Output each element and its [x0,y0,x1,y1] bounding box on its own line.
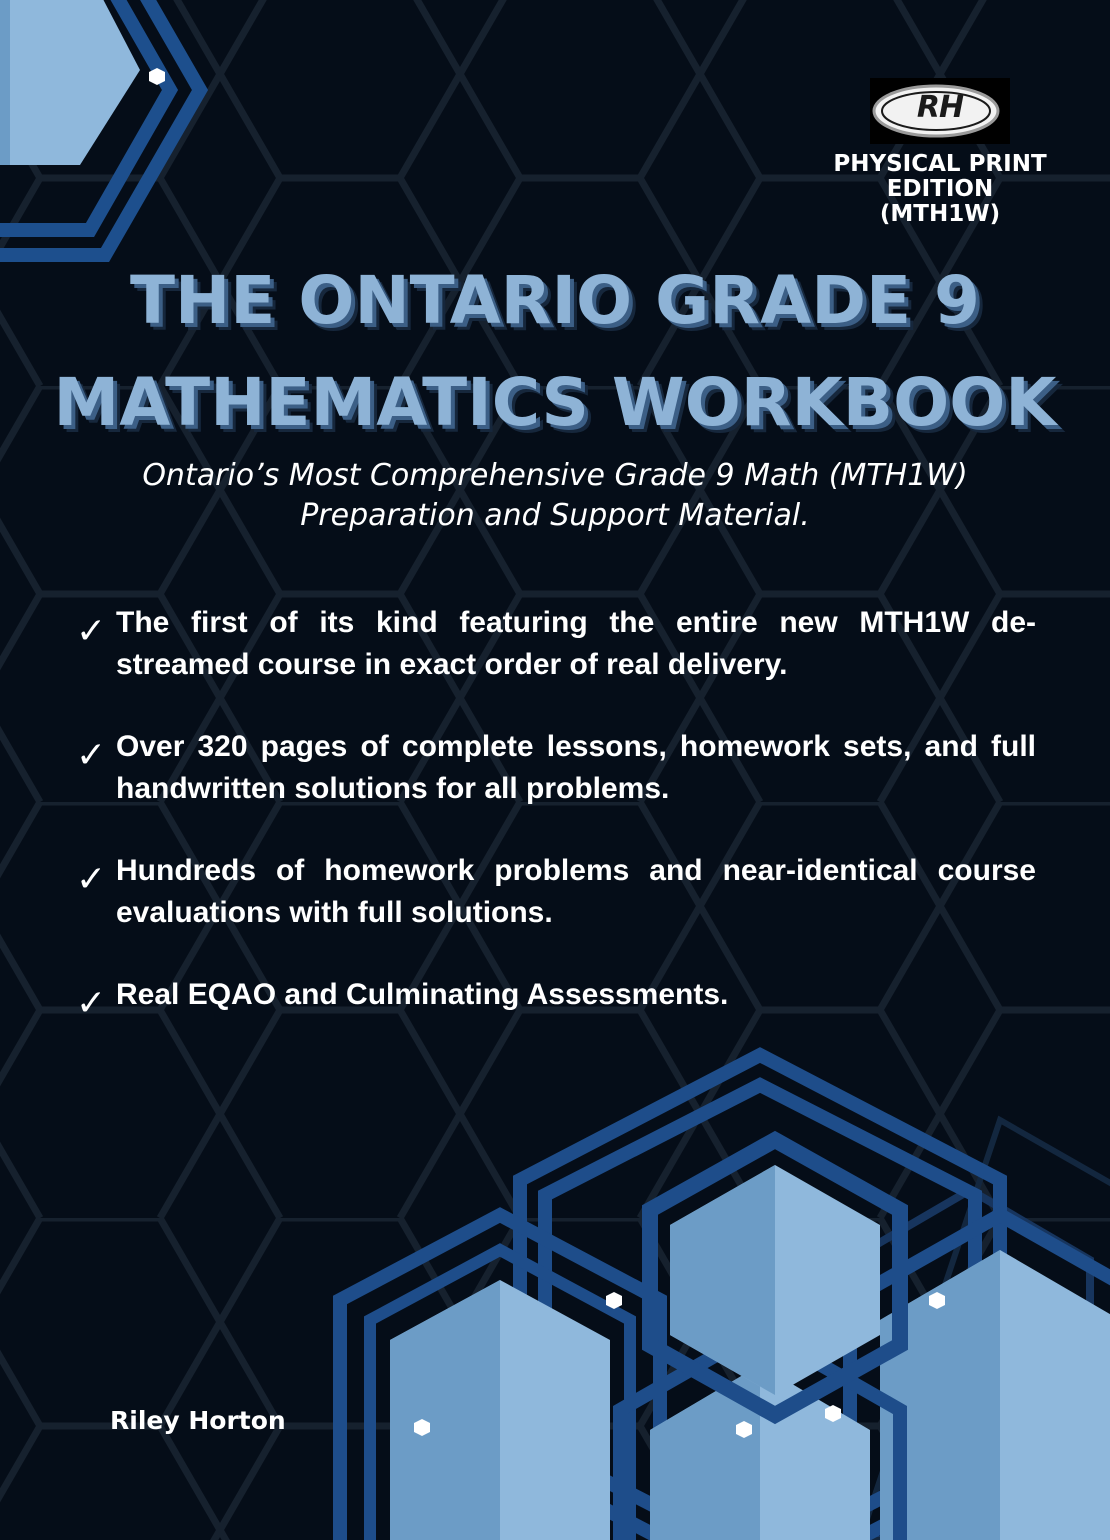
check-icon: ✓ [76,735,107,776]
check-icon: ✓ [76,611,107,652]
book-subtitle [20,456,1090,536]
book-title-line-2: MATHEMATICS WORKBOOK [53,364,1057,441]
edition-line: (MTH1W) [879,201,1001,227]
check-icon: ✓ [76,983,107,1024]
subtitle-line-2: Preparation and Support Material. [300,498,810,533]
edition-line: PHYSICAL PRINT [833,151,1047,177]
edition-label [820,152,1060,227]
feature-item [76,974,1036,1024]
feature-text: Hundreds of homework problems and near-identical course evaluations with full solutions. [116,854,1036,929]
feature-item [76,726,1036,810]
logo-text: RH [916,90,964,125]
feature-text: Real EQAO and Culminating Assessments. [116,978,729,1011]
feature-text: Over 320 pages of complete lessons, homework sets, and full handwritten solutions for all problems. [116,730,1036,805]
feature-item [76,602,1036,686]
author-name: Riley Horton [110,1406,286,1435]
check-icon: ✓ [76,859,107,900]
subtitle-line-1: Ontario’s Most Comprehensive Grade 9 Math (MTH1W) [142,458,968,493]
feature-text: The first of its kind featuring the entire new MTH1W de-streamed course in exact order of real delivery. [116,606,1036,681]
publisher-logo [870,78,1010,144]
feature-item [76,850,1036,934]
edition-line: EDITION [886,176,994,202]
book-title-line-1: THE ONTARIO GRADE 9 [130,262,980,339]
feature-list [76,602,1036,1056]
